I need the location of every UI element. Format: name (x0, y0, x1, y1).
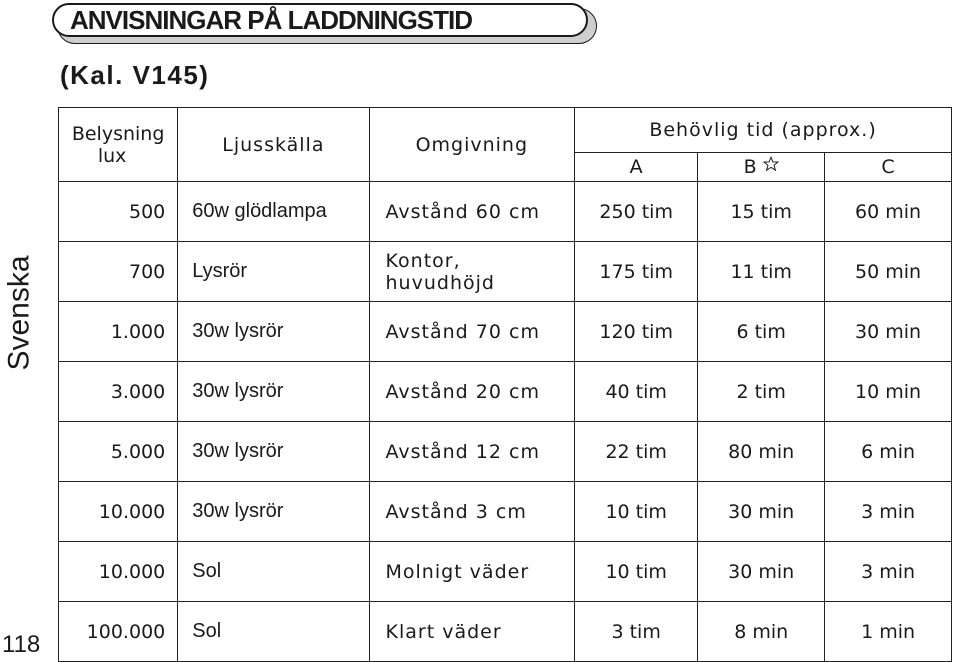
table-row (59, 482, 952, 542)
header-col-b-label: B (743, 156, 757, 178)
cell-b: 30 min (698, 482, 825, 542)
cell-environment: Kontor, huvudhöjd (369, 242, 575, 302)
cell-b: 80 min (698, 422, 825, 482)
cell-lux: 3.000 (59, 362, 178, 422)
cell-b: 6 tim (698, 302, 825, 362)
language-label-text: Svenska (3, 255, 37, 371)
cell-environment: Molnigt väder (369, 542, 575, 602)
title-banner (52, 3, 596, 43)
table-row (59, 302, 952, 362)
cell-environment: Avstånd 60 cm (369, 182, 575, 242)
cell-lux: 500 (59, 182, 178, 242)
charging-time-table (58, 107, 952, 662)
table-row (59, 542, 952, 602)
table-row (59, 602, 952, 662)
table-row (59, 362, 952, 422)
header-col-a: A (575, 153, 698, 182)
table-row (59, 242, 952, 302)
cell-c: 3 min (825, 482, 952, 542)
header-col-b (698, 153, 825, 182)
header-environment: Omgivning (369, 108, 575, 182)
header-source: Ljusskälla (178, 108, 369, 182)
cell-c: 30 min (825, 302, 952, 362)
cell-a: 3 tim (575, 602, 698, 662)
cell-a: 250 tim (575, 182, 698, 242)
cell-a: 40 tim (575, 362, 698, 422)
cell-source: Sol (178, 602, 369, 662)
cell-b: 30 min (698, 542, 825, 602)
cell-source: 30w lysrör (178, 362, 369, 422)
cell-environment: Avstånd 12 cm (369, 422, 575, 482)
cell-source: 60w glödlampa (178, 182, 369, 242)
cell-source: 30w lysrör (178, 302, 369, 362)
cell-source: 30w lysrör (178, 482, 369, 542)
cell-environment: Avstånd 20 cm (369, 362, 575, 422)
page-title: ANVISNINGAR PÅ LADDNINGSTID (52, 3, 588, 37)
cell-environment: Avstånd 3 cm (369, 482, 575, 542)
header-col-c: C (825, 153, 952, 182)
cell-c: 60 min (825, 182, 952, 242)
cell-environment: Avstånd 70 cm (369, 302, 575, 362)
cell-environment: Klart väder (369, 602, 575, 662)
cell-lux: 5.000 (59, 422, 178, 482)
language-side-label (2, 246, 38, 380)
cell-c: 50 min (825, 242, 952, 302)
cell-a: 10 tim (575, 542, 698, 602)
cell-c: 10 min (825, 362, 952, 422)
cell-b: 2 tim (698, 362, 825, 422)
table-row (59, 422, 952, 482)
cell-c: 3 min (825, 542, 952, 602)
cell-lux: 10.000 (59, 482, 178, 542)
cell-source: Sol (178, 542, 369, 602)
page-number: 118 (2, 631, 41, 658)
cell-b: 11 tim (698, 242, 825, 302)
header-lux-line2: lux (97, 144, 127, 167)
cell-lux: 1.000 (59, 302, 178, 362)
cell-lux: 100.000 (59, 602, 178, 662)
header-time: Behövlig tid (approx.) (575, 108, 952, 153)
cell-source: Lysrör (178, 242, 369, 302)
model-subtitle: (Kal. V145) (60, 60, 210, 90)
header-lux-line1: Belysning (71, 122, 165, 145)
cell-lux: 700 (59, 242, 178, 302)
cell-b: 15 tim (698, 182, 825, 242)
cell-a: 22 tim (575, 422, 698, 482)
cell-a: 175 tim (575, 242, 698, 302)
cell-lux: 10.000 (59, 542, 178, 602)
header-lux-cell (59, 108, 178, 182)
cell-b: 8 min (698, 602, 825, 662)
star-icon (763, 156, 779, 172)
cell-source: 30w lysrör (178, 422, 369, 482)
table-row (59, 182, 952, 242)
cell-a: 10 tim (575, 482, 698, 542)
cell-c: 6 min (825, 422, 952, 482)
cell-c: 1 min (825, 602, 952, 662)
cell-a: 120 tim (575, 302, 698, 362)
